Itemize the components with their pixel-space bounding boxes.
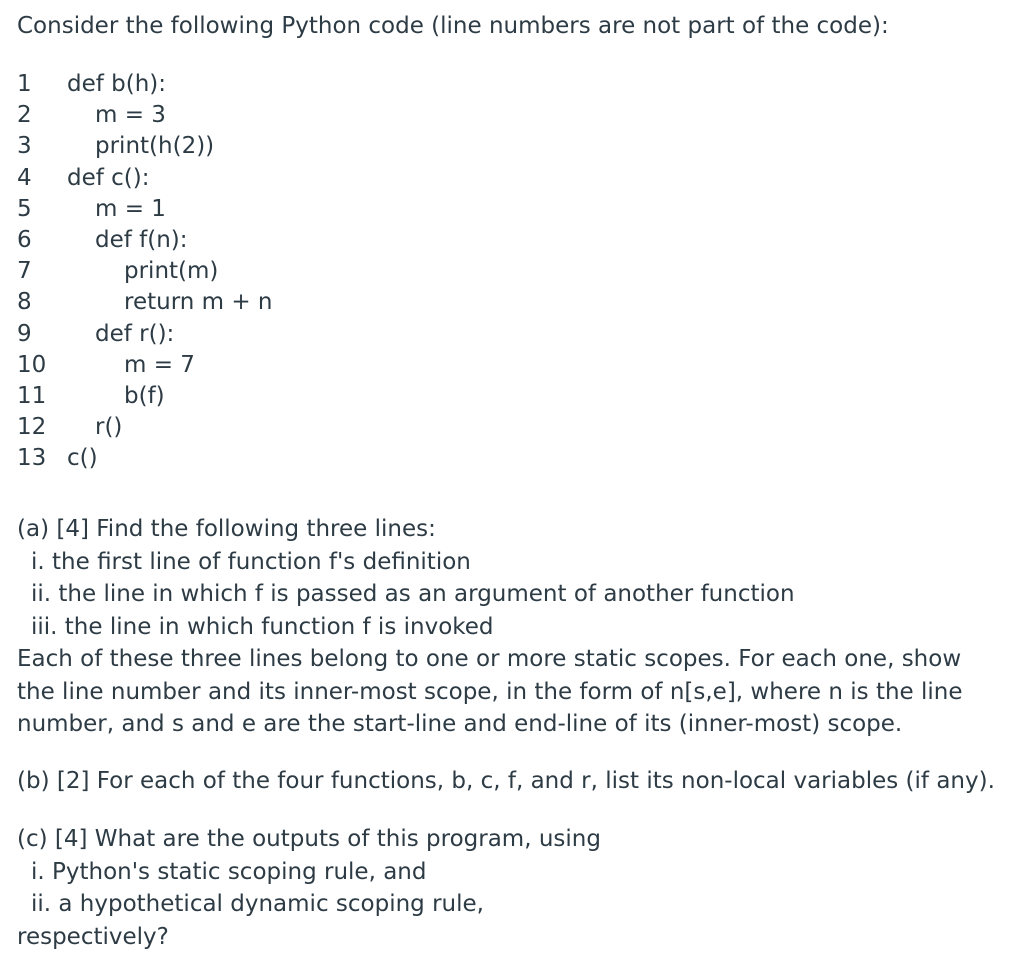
line-number: 11 xyxy=(17,383,47,409)
part-a-body-line-2: the line number and its inner-most scope, in the form of n[s,e], where n is the line xyxy=(17,678,963,705)
code-text: m = 3 xyxy=(95,102,166,129)
code-text: def r(): xyxy=(95,320,175,347)
line-number: 1 xyxy=(17,71,32,97)
code-text: b(f) xyxy=(124,383,165,409)
code-text: c() xyxy=(67,445,98,472)
line-number: 12 xyxy=(17,414,47,441)
line-number: 4 xyxy=(17,164,32,191)
line-number: 3 xyxy=(17,133,32,160)
code-text: def f(n): xyxy=(95,227,188,253)
code-text: return m + n xyxy=(124,289,273,316)
part-a-item-3: iii. the line in which function f is invoked xyxy=(31,613,494,640)
line-number: 13 xyxy=(17,445,47,472)
line-number: 9 xyxy=(17,320,32,347)
code-text: r() xyxy=(95,414,123,441)
code-text: def b(h): xyxy=(67,71,167,97)
part-a-body-line-3: number, and s and e are the start-line and end-line of its (inner-most) scope. xyxy=(17,711,903,737)
code-text: print(m) xyxy=(124,258,219,285)
part-a-body-line-1: Each of these three lines belong to one or more static scopes. For each one, show xyxy=(17,646,962,672)
part-a-item-1: i. the first line of function f's definition xyxy=(31,548,471,575)
code-text: print(h(2)) xyxy=(95,133,215,160)
code-text: def c(): xyxy=(67,164,150,191)
part-c-item-2: ii. a hypothetical dynamic scoping rule, xyxy=(31,891,484,917)
part-a-title: (a) [4] Find the following three lines: xyxy=(17,516,436,542)
line-number: 6 xyxy=(17,227,32,253)
part-a xyxy=(17,513,1007,741)
line-number: 7 xyxy=(17,258,32,285)
part-c-tail: respectively? xyxy=(17,923,169,950)
line-number: 10 xyxy=(17,351,47,378)
code-text: m = 1 xyxy=(95,195,166,222)
question-intro: Consider the following Python code (line numbers are not part of the code): xyxy=(17,13,889,39)
part-c xyxy=(17,823,1007,953)
code-text: m = 7 xyxy=(124,351,195,378)
part-b xyxy=(17,765,1007,798)
part-c-title: (c) [4] What are the outputs of this program, using xyxy=(17,826,601,852)
part-b-title: (b) [2] For each of the four functions, b, c, f, and r, list its non-local variables (if any). xyxy=(17,768,995,794)
line-number: 8 xyxy=(17,289,32,316)
part-a-item-2: ii. the line in which f is passed as an argument of another function xyxy=(31,581,795,607)
line-number: 2 xyxy=(17,102,32,129)
line-number: 5 xyxy=(17,195,32,222)
part-c-item-1: i. Python's static scoping rule, and xyxy=(31,858,427,885)
